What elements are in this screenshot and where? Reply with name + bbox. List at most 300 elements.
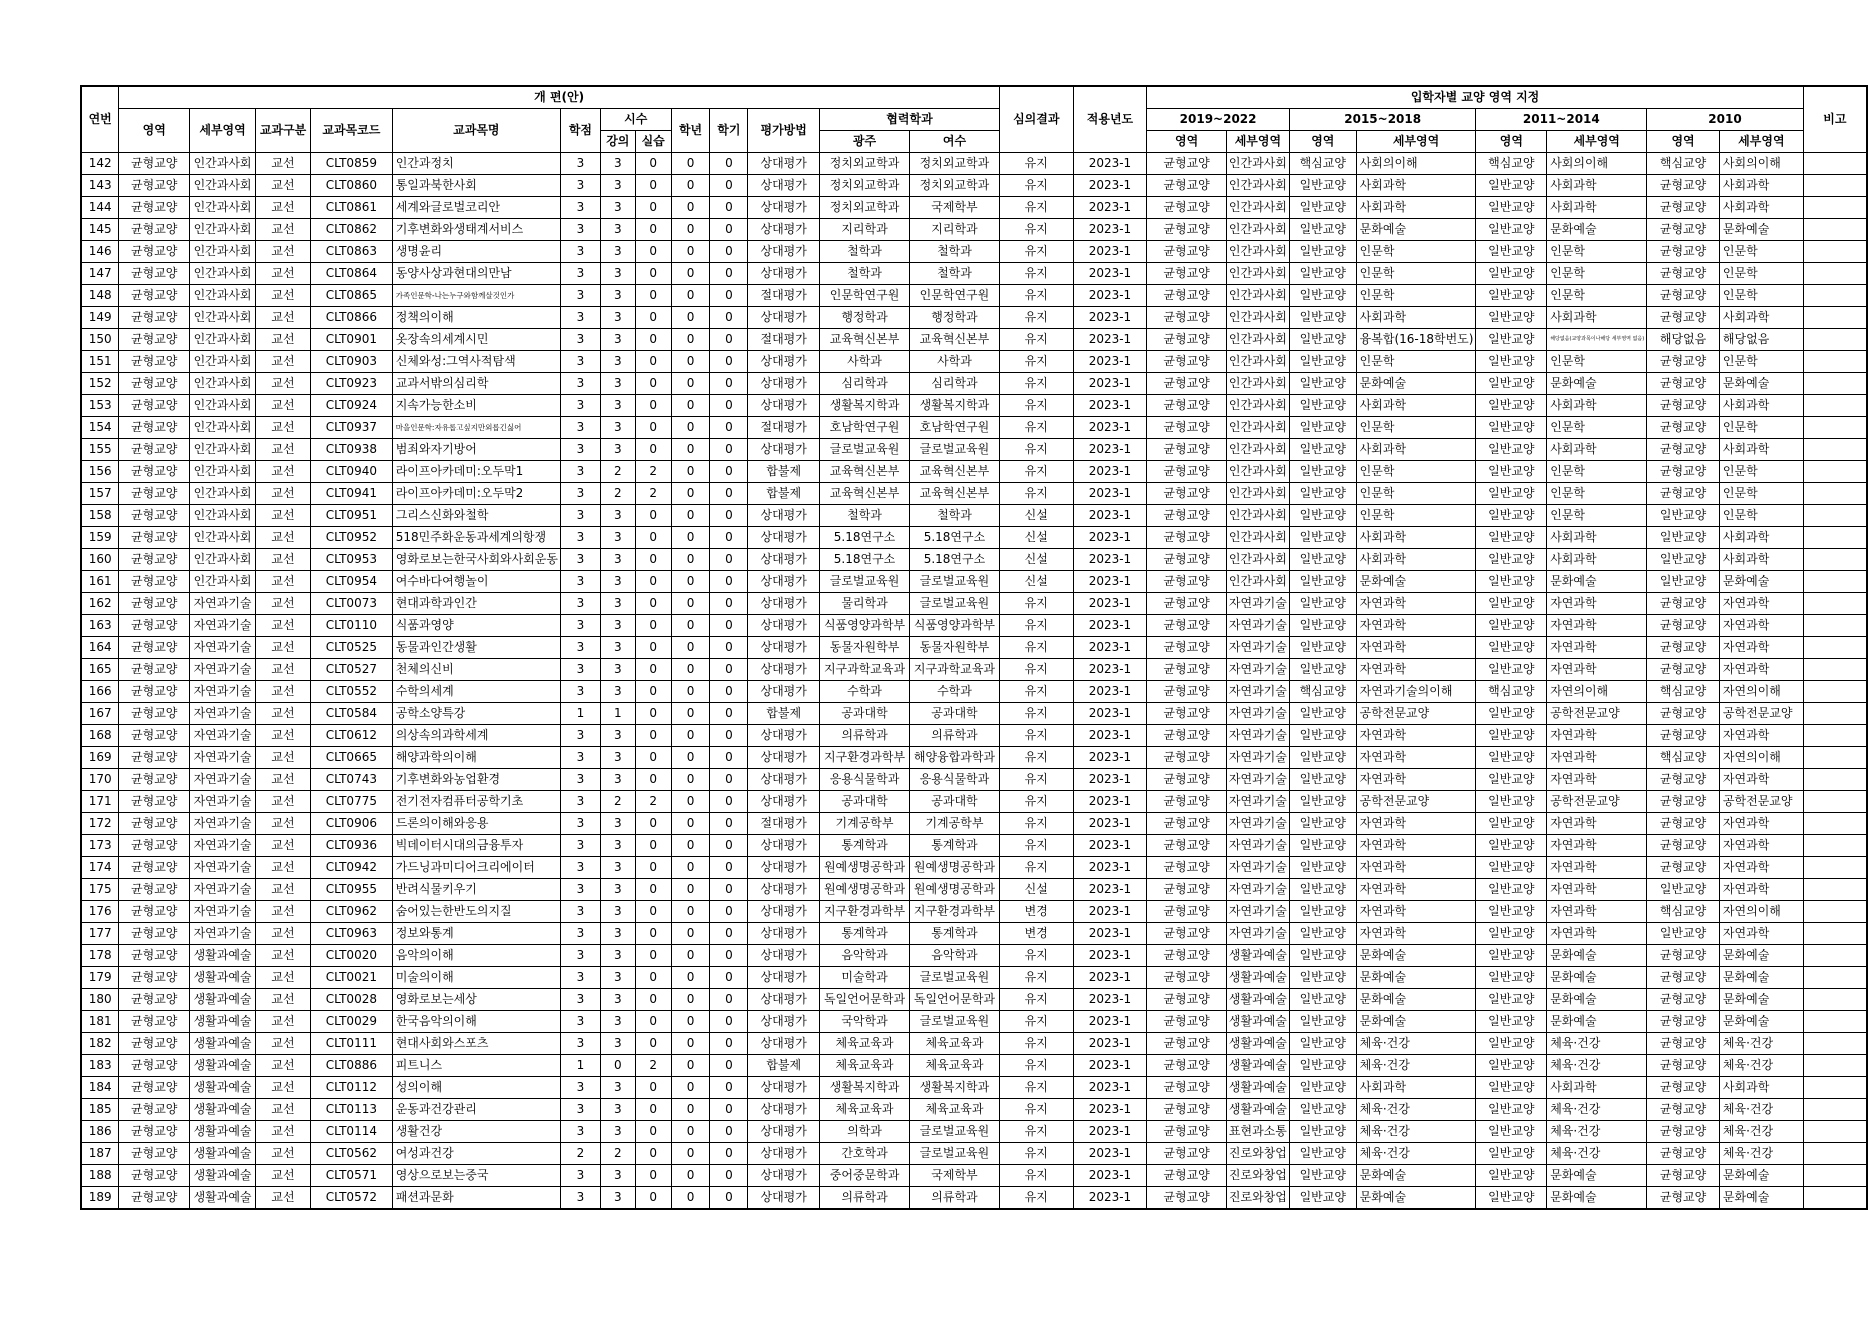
table-cell: 균형교양	[1147, 175, 1227, 197]
table-cell: 생활복지학과	[909, 1077, 999, 1099]
table-cell: 일반교양	[1476, 725, 1547, 747]
table-cell: 심리학과	[820, 373, 910, 395]
table-cell: 자연과기술	[1226, 637, 1289, 659]
table-cell: 2023-1	[1073, 967, 1147, 989]
table-row	[81, 373, 1867, 395]
table-cell: 간호학과	[820, 1143, 910, 1165]
table-cell: 0	[600, 1055, 635, 1077]
table-cell: 글로벌교육원	[909, 439, 999, 461]
table-cell: 자연과기술	[1226, 769, 1289, 791]
table-cell: 상대평가	[748, 1077, 820, 1099]
table-cell: 옷장속의세계시민	[392, 329, 560, 351]
table-cell: 150	[81, 329, 119, 351]
p3-area: 영역	[1647, 131, 1720, 153]
table-cell: 상대평가	[748, 549, 820, 571]
table-cell: 자연과학	[1356, 923, 1476, 945]
period-3: 2010	[1647, 109, 1804, 131]
table-cell: 사회과학	[1547, 175, 1647, 197]
table-cell: 균형교양	[119, 659, 190, 681]
table-cell: 0	[671, 703, 710, 725]
table-cell: 인간과사회	[190, 197, 256, 219]
table-cell: 상대평가	[748, 1099, 820, 1121]
table-cell: CLT0952	[310, 527, 392, 549]
table-cell: 균형교양	[1147, 945, 1227, 967]
table-cell: 균형교양	[1147, 593, 1227, 615]
table-cell: 0	[671, 505, 710, 527]
table-cell: 균형교양	[119, 527, 190, 549]
table-cell: 원예생명공학과	[820, 857, 910, 879]
table-cell: 사회과학	[1356, 395, 1476, 417]
table-cell: 일반교양	[1647, 549, 1720, 571]
table-cell: 155	[81, 439, 119, 461]
table-cell: 0	[671, 681, 710, 703]
table-cell: 0	[710, 241, 748, 263]
table-cell: 상대평가	[748, 659, 820, 681]
table-cell: 균형교양	[1647, 857, 1720, 879]
table-cell: 0	[671, 725, 710, 747]
table-cell: 균형교양	[1147, 813, 1227, 835]
table-cell: 2023-1	[1073, 1077, 1147, 1099]
table-cell: 문화예술	[1356, 219, 1476, 241]
table-cell: 0	[635, 307, 671, 329]
table-cell: 인간과사회	[190, 373, 256, 395]
table-cell: 3	[561, 329, 601, 351]
table-cell: 0	[710, 263, 748, 285]
table-cell: 일반교양	[1476, 879, 1547, 901]
table-cell: 균형교양	[119, 967, 190, 989]
table-cell: 원예생명공학과	[909, 879, 999, 901]
table-cell: 3	[561, 263, 601, 285]
table-cell: 글로벌교육원	[909, 571, 999, 593]
table-cell: 0	[710, 637, 748, 659]
table-cell: 체육교육과	[820, 1033, 910, 1055]
table-cell: 자연의이해	[1719, 901, 1803, 923]
table-cell: 2	[600, 791, 635, 813]
table-row	[81, 329, 1867, 351]
table-cell: 189	[81, 1187, 119, 1210]
table-cell: 여수바다여행놀이	[392, 571, 560, 593]
table-cell: 동물자원학부	[909, 637, 999, 659]
table-cell: 0	[671, 1033, 710, 1055]
table-cell: 심리학과	[909, 373, 999, 395]
table-cell: 0	[710, 395, 748, 417]
table-cell: 자연과학	[1547, 637, 1647, 659]
table-cell: 체육교육과	[820, 1055, 910, 1077]
table-cell: 일반교양	[1289, 1099, 1356, 1121]
table-cell: 일반교양	[1476, 1187, 1547, 1210]
table-cell: 0	[671, 967, 710, 989]
table-cell: 문화예술	[1719, 1165, 1803, 1187]
table-cell: 0	[710, 593, 748, 615]
table-cell: 0	[710, 1143, 748, 1165]
table-cell: 교육혁신본부	[909, 329, 999, 351]
table-cell: 자연의이해	[1719, 681, 1803, 703]
table-cell: 사회과학	[1356, 549, 1476, 571]
table-row	[81, 725, 1867, 747]
table-cell	[1803, 1165, 1867, 1187]
table-cell: 공학전문교양	[1719, 703, 1803, 725]
table-cell: 교선	[256, 637, 311, 659]
table-cell: 0	[671, 879, 710, 901]
table-cell: 160	[81, 549, 119, 571]
p2-area: 영역	[1476, 131, 1547, 153]
table-cell: 교선	[256, 417, 311, 439]
table-cell: 반려식물키우기	[392, 879, 560, 901]
table-cell: 1	[561, 703, 601, 725]
table-cell: 일반교양	[1289, 219, 1356, 241]
table-cell: 0	[635, 329, 671, 351]
table-cell	[1803, 1011, 1867, 1033]
table-cell: 균형교양	[1147, 1165, 1227, 1187]
table-cell: 균형교양	[1147, 615, 1227, 637]
table-cell: 2023-1	[1073, 153, 1147, 175]
table-cell: 균형교양	[1147, 461, 1227, 483]
table-cell: 교육혁신본부	[820, 461, 910, 483]
table-cell: 생활복지학과	[820, 1077, 910, 1099]
table-cell: 상대평가	[748, 1143, 820, 1165]
table-cell: 3	[600, 769, 635, 791]
table-cell: 인문학	[1719, 505, 1803, 527]
table-row	[81, 813, 1867, 835]
table-cell: 3	[600, 373, 635, 395]
table-cell: 일반교양	[1476, 835, 1547, 857]
table-cell: 자연과학	[1719, 923, 1803, 945]
table-cell: 0	[671, 329, 710, 351]
table-cell: 인간과사회	[1226, 417, 1289, 439]
table-cell: 2023-1	[1073, 1121, 1147, 1143]
table-cell: 생활과예술	[190, 1165, 256, 1187]
table-cell: CLT0953	[310, 549, 392, 571]
table-cell: 0	[671, 989, 710, 1011]
table-cell: 균형교양	[1647, 351, 1720, 373]
table-cell: 체육·건강	[1356, 1055, 1476, 1077]
table-cell: 상대평가	[748, 791, 820, 813]
table-cell: 균형교양	[1147, 637, 1227, 659]
col-code: 교과목코드	[310, 109, 392, 153]
table-row	[81, 1165, 1867, 1187]
table-cell: 상대평가	[748, 263, 820, 285]
table-row	[81, 439, 1867, 461]
table-cell	[1803, 659, 1867, 681]
table-cell: 교선	[256, 505, 311, 527]
table-cell: 일반교양	[1476, 791, 1547, 813]
table-cell: 일반교양	[1289, 461, 1356, 483]
table-cell: 일반교양	[1289, 923, 1356, 945]
table-row	[81, 263, 1867, 285]
table-cell: 사회의이해	[1547, 153, 1647, 175]
table-cell: 158	[81, 505, 119, 527]
table-cell: 체육·건강	[1719, 1055, 1803, 1077]
table-cell: 지구환경과학부	[909, 901, 999, 923]
table-cell	[1803, 615, 1867, 637]
table-cell: 균형교양	[119, 241, 190, 263]
table-cell: 일반교양	[1289, 263, 1356, 285]
table-cell: 자연과학	[1547, 615, 1647, 637]
table-cell	[1803, 307, 1867, 329]
table-cell: 지리학과	[820, 219, 910, 241]
table-cell: 일반교양	[1289, 505, 1356, 527]
table-cell: 균형교양	[119, 681, 190, 703]
table-cell	[1803, 1055, 1867, 1077]
table-cell: 188	[81, 1165, 119, 1187]
table-cell: 생활과예술	[190, 1077, 256, 1099]
table-cell: 균형교양	[119, 923, 190, 945]
table-cell: 유지	[999, 659, 1073, 681]
table-cell: CLT0962	[310, 901, 392, 923]
table-cell: 문화예술	[1547, 219, 1647, 241]
table-cell: 2023-1	[1073, 945, 1147, 967]
table-cell: 인문학	[1719, 285, 1803, 307]
table-cell: 0	[671, 571, 710, 593]
table-cell: 성의이해	[392, 1077, 560, 1099]
table-cell: 3	[561, 1165, 601, 1187]
table-cell: 교선	[256, 153, 311, 175]
table-cell: 사회과학	[1719, 439, 1803, 461]
table-cell: 상대평가	[748, 1033, 820, 1055]
table-cell: 유지	[999, 989, 1073, 1011]
table-cell: 상대평가	[748, 725, 820, 747]
table-cell: 균형교양	[1147, 439, 1227, 461]
table-cell: 교선	[256, 747, 311, 769]
table-cell: CLT0113	[310, 1099, 392, 1121]
table-cell: 지구환경과학부	[820, 747, 910, 769]
table-cell: 0	[671, 901, 710, 923]
table-cell: 균형교양	[1647, 813, 1720, 835]
table-row	[81, 571, 1867, 593]
table-cell: 균형교양	[1147, 901, 1227, 923]
table-cell: 0	[710, 1055, 748, 1077]
table-cell: 균형교양	[1147, 373, 1227, 395]
table-cell: 자연과기술	[1226, 681, 1289, 703]
table-cell: 유지	[999, 725, 1073, 747]
table-cell	[1803, 1143, 1867, 1165]
table-cell: 교선	[256, 549, 311, 571]
table-cell: 자연과학	[1356, 725, 1476, 747]
table-row	[81, 285, 1867, 307]
table-cell: 0	[671, 615, 710, 637]
table-cell: 일반교양	[1476, 989, 1547, 1011]
table-cell: 3	[561, 197, 601, 219]
table-cell: 사회과학	[1547, 439, 1647, 461]
table-cell: 3	[600, 175, 635, 197]
table-cell: 정치외교학과	[820, 153, 910, 175]
table-cell: 균형교양	[1147, 857, 1227, 879]
table-cell: 166	[81, 681, 119, 703]
table-cell: 균형교양	[119, 329, 190, 351]
table-cell	[1803, 571, 1867, 593]
table-cell: 3	[600, 835, 635, 857]
table-cell: 균형교양	[119, 1077, 190, 1099]
table-cell: 생활과예술	[1226, 989, 1289, 1011]
table-row	[81, 549, 1867, 571]
table-cell: 0	[710, 1077, 748, 1099]
table-row	[81, 153, 1867, 175]
table-cell: 일반교양	[1476, 263, 1547, 285]
table-cell: 일반교양	[1476, 417, 1547, 439]
table-cell: 0	[710, 703, 748, 725]
table-cell: 상대평가	[748, 1165, 820, 1187]
table-cell: 상대평가	[748, 637, 820, 659]
table-cell: 균형교양	[119, 769, 190, 791]
table-cell: 186	[81, 1121, 119, 1143]
table-cell: 0	[710, 461, 748, 483]
table-cell: 0	[671, 439, 710, 461]
table-cell: 3	[600, 813, 635, 835]
table-cell: 균형교양	[119, 307, 190, 329]
table-cell: 일반교양	[1476, 1077, 1547, 1099]
table-cell: 공과대학	[909, 703, 999, 725]
table-cell: 2023-1	[1073, 593, 1147, 615]
table-cell: 균형교양	[119, 1099, 190, 1121]
table-cell: 0	[635, 373, 671, 395]
table-cell: 합불제	[748, 703, 820, 725]
table-cell: 음악학과	[820, 945, 910, 967]
table-cell: 일반교양	[1476, 439, 1547, 461]
table-cell: 3	[561, 659, 601, 681]
table-cell: 교선	[256, 967, 311, 989]
table-cell: 인간과사회	[1226, 241, 1289, 263]
table-cell: 인문학	[1356, 483, 1476, 505]
table-cell: 자연과기술	[190, 725, 256, 747]
table-cell: 글로벌교육원	[909, 1143, 999, 1165]
table-cell	[1803, 901, 1867, 923]
table-cell: 일반교양	[1289, 989, 1356, 1011]
col-apply-year: 적용년도	[1073, 86, 1147, 153]
p2-detail: 세부영역	[1547, 131, 1647, 153]
table-cell: 균형교양	[119, 945, 190, 967]
col-review: 심의결과	[999, 86, 1073, 153]
table-cell: 일반교양	[1476, 769, 1547, 791]
table-cell: 교선	[256, 351, 311, 373]
table-cell: 2023-1	[1073, 879, 1147, 901]
table-cell: 정보와통계	[392, 923, 560, 945]
table-cell: 통계학과	[820, 923, 910, 945]
table-cell: 자연과학	[1719, 813, 1803, 835]
table-cell	[1803, 835, 1867, 857]
table-cell: 사회과학	[1547, 1077, 1647, 1099]
table-cell: 일반교양	[1476, 571, 1547, 593]
table-cell: 3	[600, 439, 635, 461]
table-cell: 균형교양	[1647, 1165, 1720, 1187]
table-cell	[1803, 351, 1867, 373]
table-cell: 인간과사회	[1226, 461, 1289, 483]
table-cell: 자연과학	[1719, 637, 1803, 659]
col-note: 비고	[1803, 86, 1867, 153]
table-cell: 자연과기술	[1226, 659, 1289, 681]
table-cell: 균형교양	[1147, 329, 1227, 351]
table-cell: 자연의이해	[1547, 681, 1647, 703]
table-cell: 균형교양	[1647, 945, 1720, 967]
table-cell: 균형교양	[119, 615, 190, 637]
table-cell: 3	[600, 1187, 635, 1210]
table-cell: 철학과	[820, 263, 910, 285]
table-cell: 상대평가	[748, 901, 820, 923]
table-cell: 상대평가	[748, 593, 820, 615]
table-row	[81, 527, 1867, 549]
table-cell: 사학과	[909, 351, 999, 373]
table-cell: 교선	[256, 285, 311, 307]
table-cell: 지리학과	[909, 219, 999, 241]
table-cell: CLT0020	[310, 945, 392, 967]
table-cell: 0	[635, 1099, 671, 1121]
table-cell: 생활과예술	[190, 1187, 256, 1210]
table-cell: 교선	[256, 1187, 311, 1210]
col-practice: 실습	[635, 131, 671, 153]
table-cell: 0	[710, 1121, 748, 1143]
table-cell: 균형교양	[1147, 1055, 1227, 1077]
table-cell: 자연과기술	[1226, 923, 1289, 945]
table-cell: 0	[671, 373, 710, 395]
table-cell: 자연과학	[1356, 659, 1476, 681]
table-cell: 균형교양	[1647, 461, 1720, 483]
table-cell: 균형교양	[1647, 1033, 1720, 1055]
table-row	[81, 1099, 1867, 1121]
table-row	[81, 835, 1867, 857]
table-cell: 일반교양	[1289, 1033, 1356, 1055]
table-cell: 체육·건강	[1356, 1143, 1476, 1165]
table-cell: 167	[81, 703, 119, 725]
table-cell: 균형교양	[119, 175, 190, 197]
table-cell: 균형교양	[1147, 967, 1227, 989]
table-cell: 인간과사회	[190, 461, 256, 483]
table-cell: 사회과학	[1547, 197, 1647, 219]
table-cell: 자연과기술	[190, 879, 256, 901]
table-cell: 일반교양	[1476, 813, 1547, 835]
table-cell: 3	[561, 879, 601, 901]
table-cell: 일반교양	[1476, 1143, 1547, 1165]
table-cell: 자연과학	[1356, 747, 1476, 769]
table-cell: 유지	[999, 197, 1073, 219]
table-cell: 핵심교양	[1289, 153, 1356, 175]
table-cell: 균형교양	[1647, 373, 1720, 395]
table-cell: 일반교양	[1476, 241, 1547, 263]
table-cell: 5.18연구소	[820, 527, 910, 549]
table-row	[81, 967, 1867, 989]
table-cell: 정치외교학과	[820, 197, 910, 219]
table-cell: 일반교양	[1289, 747, 1356, 769]
table-cell: 3	[561, 351, 601, 373]
table-cell: 163	[81, 615, 119, 637]
table-cell: CLT0886	[310, 1055, 392, 1077]
table-cell: 균형교양	[1647, 197, 1720, 219]
table-cell: 자연과학	[1547, 901, 1647, 923]
table-cell: 균형교양	[1147, 1121, 1227, 1143]
table-cell: 3	[561, 681, 601, 703]
table-cell	[1803, 153, 1867, 175]
table-cell: 2023-1	[1073, 439, 1147, 461]
table-cell: 상대평가	[748, 945, 820, 967]
table-cell: 교선	[256, 593, 311, 615]
table-cell: 자연과학	[1356, 615, 1476, 637]
table-cell: 일반교양	[1476, 1165, 1547, 1187]
table-cell: 3	[561, 923, 601, 945]
table-cell: 일반교양	[1476, 461, 1547, 483]
table-cell: 2023-1	[1073, 461, 1147, 483]
col-area: 영역	[119, 109, 190, 153]
table-cell: 169	[81, 747, 119, 769]
table-cell: CLT0936	[310, 835, 392, 857]
table-cell: 자연과학	[1547, 923, 1647, 945]
table-cell: 일반교양	[1289, 879, 1356, 901]
table-cell: 일반교양	[1289, 835, 1356, 857]
table-cell: 교선	[256, 461, 311, 483]
table-cell: 체육교육과	[909, 1033, 999, 1055]
table-row	[81, 879, 1867, 901]
table-cell: 3	[600, 901, 635, 923]
table-cell: 균형교양	[119, 1165, 190, 1187]
table-cell: 2023-1	[1073, 659, 1147, 681]
table-cell: 문화예술	[1547, 373, 1647, 395]
